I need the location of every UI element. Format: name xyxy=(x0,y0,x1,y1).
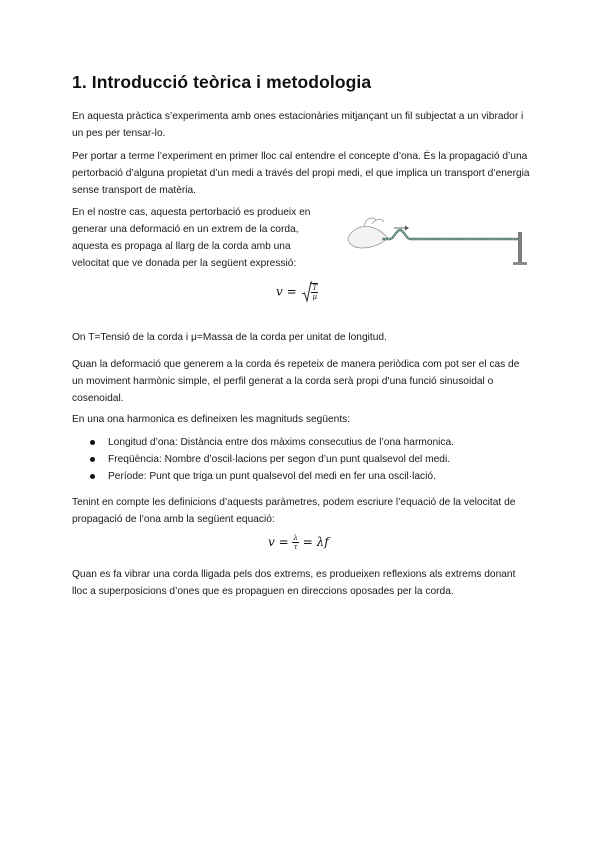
bullet-icon xyxy=(90,440,95,445)
magnitudes-list xyxy=(72,434,532,485)
paragraph-standing-waves xyxy=(72,566,532,600)
rope-wave-illustration xyxy=(342,208,532,268)
paragraph-text: Quan la deformació que generem a la corda és repeteix de manera periòdica com pot ser el cas de un moviment harmònic simple, el perfil generat a la corda serà propi d’una funció sinusoidal o cosenoidal. xyxy=(72,359,520,404)
paragraph-wave-concept xyxy=(72,148,532,199)
bullet-icon xyxy=(90,474,95,479)
hand-shape xyxy=(348,226,388,248)
formula-lhs: v = xyxy=(268,535,289,549)
wall-post xyxy=(518,232,522,264)
formula-denominator: τ xyxy=(293,543,298,551)
wave-speed-formula xyxy=(268,534,329,551)
paragraph-perturbation xyxy=(72,204,322,272)
paragraph-harmonic xyxy=(72,356,532,407)
paragraph-text: Quan es fa vibrar una corda lligada pels dos extrems, es produeixen reflexions als extrems donant lloc a superposicions d’ones que es propaguen en direccions oposades per la corda. xyxy=(72,569,516,597)
formula-rhs: = λf xyxy=(302,535,329,549)
section-title: 1. Introducció teòrica i metodologia xyxy=(72,72,372,92)
list-item: Període: Punt que triga un punt qualsevol del medi en fer una oscil·lació. xyxy=(72,468,532,485)
paragraph-equation-intro xyxy=(72,494,532,528)
paragraph-text: En el nostre cas, aquesta pertorbació es produeix en generar una deformació en un extrem de la corda, aquesta es propaga al llarg de la corda amb una velocitat que ve donada per la següent expressió: xyxy=(72,207,311,269)
paragraph-text: En aquesta pràctica s’experimenta amb ones estacionàries mitjançant un fil subjectat a un vibrador i un pes per tensar-lo. xyxy=(72,111,524,139)
paragraph-text: Tenint en compte les definicions d’aquests paràmetres, podem escriure l’equació de la velocitat de propagació de l’ona amb la següent equació: xyxy=(72,497,516,525)
paragraph-text: En una ona harmonica es defineixen les magnituds següents: xyxy=(72,414,351,425)
formula-numerator: λ xyxy=(293,534,298,542)
paragraph-definitions xyxy=(72,329,532,346)
list-item: Longitud d’ona: Distància entre dos màxims consecutius de l’ona harmonica. xyxy=(72,434,532,451)
paragraph-magnitudes-intro xyxy=(72,411,532,428)
formula-lhs: v = xyxy=(276,284,297,299)
paragraph-text: Per portar a terme l’experiment en primer lloc cal entendre el concepte d’ona. És la propagació d’una pertorbació d’alguna propietat d’un medi a través del propi medi, el que implica un transport d’energia sense transport de matèria. xyxy=(72,151,530,196)
bullet-icon xyxy=(90,457,95,462)
list-item: Freqüència: Nombre d’oscil·lacions per segon d’un punt qualsevol del medi. xyxy=(72,451,532,468)
paragraph-text: On T=Tensió de la corda i μ=Massa de la corda per unitat de longitud. xyxy=(72,332,387,343)
paragraph-intro xyxy=(72,108,532,142)
formula-numerator: T xyxy=(312,284,318,292)
formula-denominator: μ xyxy=(312,293,318,301)
velocity-formula xyxy=(276,281,318,303)
